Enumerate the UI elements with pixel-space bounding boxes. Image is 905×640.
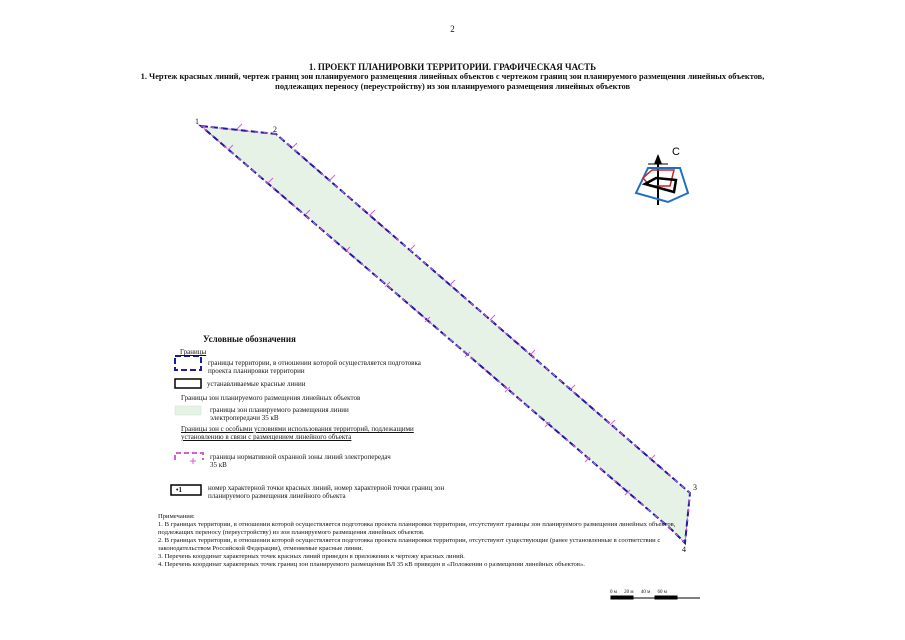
point-label-2: 2: [273, 125, 277, 134]
scale-label: 60 м: [657, 590, 667, 595]
legend-section-zones: Границы зон планируемого размещения линейных объектов: [181, 394, 361, 402]
note-item: 1. В границах территории, в отношении которой осуществляется подготовка проекта планировки территории, отсутствуют границы зон планируемого размещения линейных объектов, подлежащих переносу (переустройству) из зон планируемого размещения линейных объектов.: [158, 521, 676, 536]
point-label-1: 1: [195, 117, 199, 126]
legend-territory-label: границы территории, в отношении которой осуществляется подготовка проекта планировки территории: [208, 359, 421, 375]
legend-zone-symbol: [175, 406, 201, 415]
legend-title: Условные обозначения: [203, 334, 296, 344]
page-number: 2: [450, 24, 455, 34]
legend-section-borders: Границы: [180, 348, 207, 356]
page-subtitle: 1. Чертеж красных линий, чертеж границ зон планируемого размещения линейных объектов с чертежом границ зон планируемого размещения линейных объектов, подлежащих переносу (переустройству) из зон планируемого размещения линейных объектов: [140, 72, 765, 91]
scale-bar: [611, 596, 700, 599]
scale-labels: [610, 590, 667, 595]
north-arrow-icon: [636, 146, 688, 205]
legend-point-marker: •1: [176, 486, 182, 494]
page-title: 1. ПРОЕКТ ПЛАНИРОВКИ ТЕРРИТОРИИ. ГРАФИЧЕСКАЯ ЧАСТЬ: [308, 62, 597, 72]
legend-section-special: Границы зон с особыми условиями использования территорий, подлежащими установлению в связи с размещением линейного объекта: [181, 425, 414, 441]
legend-redline-label: устанавливаемые красные линии: [207, 380, 306, 388]
scale-label: 20 м: [624, 590, 634, 595]
point-label-4: 4: [682, 545, 686, 554]
scale-label: 40 м: [640, 590, 651, 595]
notes-heading: Примечания:: [158, 513, 195, 520]
legend-protection-symbol: [175, 453, 203, 460]
legend-protection-label: границы нормативной охранной зоны линий электропередач 35 кВ: [210, 453, 391, 469]
note-item: 4. Перечень координат характерных точек границ зон планируемого размещения ВЛ 35 кВ приведен в «Положении о размещении линейных объектов».: [158, 561, 585, 568]
legend-redline-symbol: [175, 379, 201, 388]
point-label-3: 3: [693, 483, 697, 492]
legend-zone-label: границы зон планируемого размещения линии электропередачи 35 кВ: [210, 406, 349, 422]
note-item: 3. Перечень координат характерных точек красных линий приведен в приложении к чертежу красных линий.: [158, 553, 465, 560]
note-item: 2. В границах территории, в отношении которой осуществляется подготовка проекта планировки территории, отсутствуют существующие (ранее установленные в соответствии с законодательством Российской Федерации), отменяемые красные линии.: [158, 537, 661, 552]
north-label: С: [672, 146, 680, 158]
notes-block: [158, 513, 678, 569]
legend-territory-symbol: [175, 356, 201, 370]
legend-point-label: номер характерной точки красных линий, номер характерной точки границ зон планируемого размещения линейного объекта: [208, 484, 445, 500]
scale-label: 0 м: [610, 590, 617, 595]
